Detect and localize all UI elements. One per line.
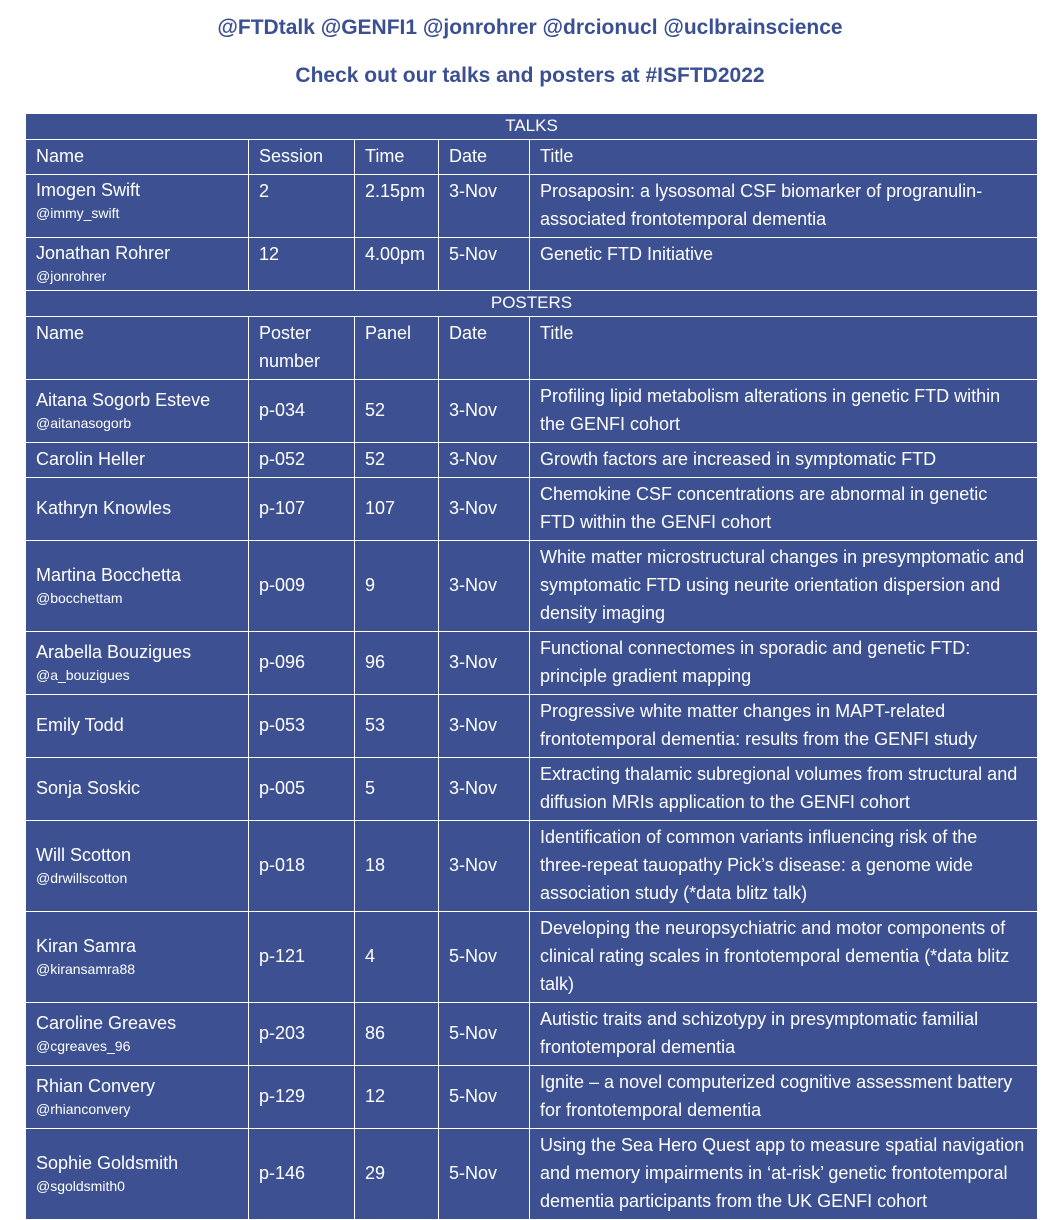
name-cell xyxy=(26,912,249,1003)
panel-cell: 52 xyxy=(355,443,439,478)
title-cell: Genetic FTD Initiative xyxy=(530,238,1038,291)
talks-section-row xyxy=(26,114,1038,140)
panel-cell: 12 xyxy=(355,1066,439,1129)
panel-cell: 52 xyxy=(355,380,439,443)
date-cell: 3-Nov xyxy=(439,443,530,478)
poster-row xyxy=(26,1066,1038,1129)
twitter-handle[interactable]: @immy_swift xyxy=(36,205,120,221)
poster-row xyxy=(26,821,1038,912)
poster-number-cell: p-034 xyxy=(249,380,355,443)
time-cell: 4.00pm xyxy=(355,238,439,291)
name-cell xyxy=(26,443,249,478)
name-cell xyxy=(26,758,249,821)
column-header: Time xyxy=(355,140,439,175)
session-cell: 12 xyxy=(249,238,355,291)
name-cell xyxy=(26,1066,249,1129)
panel-cell: 18 xyxy=(355,821,439,912)
poster-number-cell: p-009 xyxy=(249,541,355,632)
title-cell: Chemokine CSF concentrations are abnormal in genetic FTD within the GENFI cohort xyxy=(530,478,1038,541)
poster-number-cell: p-146 xyxy=(249,1129,355,1220)
person-name: Emily Todd xyxy=(36,715,124,735)
column-header: Date xyxy=(439,140,530,175)
talk-row xyxy=(26,238,1038,291)
poster-number-cell: p-005 xyxy=(249,758,355,821)
poster-number-cell: p-018 xyxy=(249,821,355,912)
person-name: Will Scotton xyxy=(36,845,132,865)
name-cell xyxy=(26,175,249,238)
column-header: Title xyxy=(530,140,1038,175)
twitter-handle[interactable]: @cgreaves_96 xyxy=(36,1038,131,1054)
panel-cell: 53 xyxy=(355,695,439,758)
twitter-handle[interactable]: @sgoldsmith0 xyxy=(36,1178,125,1194)
twitter-handle[interactable]: @a_bouzigues xyxy=(36,667,130,683)
title-cell: Identification of common variants influencing risk of the three-repeat tauopathy Pick’s disease: a genome wide association study (*data blitz talk) xyxy=(530,821,1038,912)
poster-row xyxy=(26,632,1038,695)
poster-number-cell: p-107 xyxy=(249,478,355,541)
name-cell xyxy=(26,380,249,443)
header-handles: @FTDtalk @GENFI1 @jonrohrer @drcionucl @uclbrainscience xyxy=(217,16,843,39)
panel-cell: 4 xyxy=(355,912,439,1003)
time-cell: 2.15pm xyxy=(355,175,439,238)
panel-cell: 96 xyxy=(355,632,439,695)
twitter-handle[interactable]: @drwillscotton xyxy=(36,870,128,886)
panel-cell: 9 xyxy=(355,541,439,632)
column-header: Panel xyxy=(355,317,439,380)
posters-section-label: POSTERS xyxy=(26,291,1038,317)
name-cell xyxy=(26,695,249,758)
date-cell: 3-Nov xyxy=(439,478,530,541)
title-cell: Extracting thalamic subregional volumes from structural and diffusion MRIs application to the GENFI cohort xyxy=(530,758,1038,821)
column-header: Date xyxy=(439,317,530,380)
header-subtitle: Check out our talks and posters at #ISFTD2022 xyxy=(295,64,765,87)
twitter-handle[interactable]: @jonrohrer xyxy=(36,268,107,284)
date-cell: 3-Nov xyxy=(439,380,530,443)
poster-row xyxy=(26,1003,1038,1066)
poster-number-cell: p-053 xyxy=(249,695,355,758)
column-header: Session xyxy=(249,140,355,175)
title-cell: Functional connectomes in sporadic and genetic FTD: principle gradient mapping xyxy=(530,632,1038,695)
person-name: Martina Bocchetta xyxy=(36,565,182,585)
poster-row xyxy=(26,912,1038,1003)
name-cell xyxy=(26,541,249,632)
session-cell: 2 xyxy=(249,175,355,238)
date-cell: 5-Nov xyxy=(439,238,530,291)
poster-row xyxy=(26,443,1038,478)
name-cell xyxy=(26,821,249,912)
panel-cell: 29 xyxy=(355,1129,439,1220)
poster-row xyxy=(26,541,1038,632)
talk-row xyxy=(26,175,1038,238)
title-cell: Using the Sea Hero Quest app to measure spatial navigation and memory impairments in ‘at-risk’ genetic frontotemporal dementia participants from the UK GENFI cohort xyxy=(530,1129,1038,1220)
title-cell: Developing the neuropsychiatric and motor components of clinical rating scales in frontotemporal dementia (*data blitz talk) xyxy=(530,912,1038,1003)
title-cell: Profiling lipid metabolism alterations in genetic FTD within the GENFI cohort xyxy=(530,380,1038,443)
title-cell: White matter microstructural changes in presymptomatic and symptomatic FTD using neurite orientation dispersion and density imaging xyxy=(530,541,1038,632)
date-cell: 3-Nov xyxy=(439,632,530,695)
twitter-handle[interactable]: @aitanasogorb xyxy=(36,415,132,431)
person-name: Kathryn Knowles xyxy=(36,498,172,518)
panel-cell: 5 xyxy=(355,758,439,821)
talks-section-label: TALKS xyxy=(26,114,1038,140)
date-cell: 5-Nov xyxy=(439,912,530,1003)
column-header: Name xyxy=(26,140,249,175)
date-cell: 5-Nov xyxy=(439,1129,530,1220)
person-name: Carolin Heller xyxy=(36,449,146,469)
poster-number-cell: p-121 xyxy=(249,912,355,1003)
panel-cell: 107 xyxy=(355,478,439,541)
date-cell: 3-Nov xyxy=(439,541,530,632)
person-name: Caroline Greaves xyxy=(36,1013,177,1033)
person-name: Sophie Goldsmith xyxy=(36,1153,179,1173)
name-cell xyxy=(26,478,249,541)
date-cell: 5-Nov xyxy=(439,1066,530,1129)
title-cell: Autistic traits and schizotypy in presymptomatic familial frontotemporal dementia xyxy=(530,1003,1038,1066)
name-cell xyxy=(26,238,249,291)
poster-row xyxy=(26,1129,1038,1220)
person-name: Kiran Samra xyxy=(36,936,137,956)
person-name: Jonathan Rohrer xyxy=(36,243,171,263)
person-name: Sonja Soskic xyxy=(36,778,141,798)
posters-section-row xyxy=(26,291,1038,317)
person-name: Rhian Convery xyxy=(36,1076,156,1096)
twitter-handle[interactable]: @bocchettam xyxy=(36,590,123,606)
poster-row xyxy=(26,478,1038,541)
schedule-table xyxy=(25,113,1038,1220)
talks-header-row xyxy=(26,140,1038,175)
poster-number-cell: p-096 xyxy=(249,632,355,695)
posters-header-row xyxy=(26,317,1038,380)
twitter-handle[interactable]: @rhianconvery xyxy=(36,1101,131,1117)
title-cell: Ignite – a novel computerized cognitive assessment battery for frontotemporal dementia xyxy=(530,1066,1038,1129)
person-name: Aitana Sogorb Esteve xyxy=(36,390,211,410)
date-cell: 3-Nov xyxy=(439,175,530,238)
person-name: Arabella Bouzigues xyxy=(36,642,192,662)
poster-row xyxy=(26,695,1038,758)
column-header: Poster number xyxy=(249,317,355,380)
poster-row xyxy=(26,758,1038,821)
date-cell: 5-Nov xyxy=(439,1003,530,1066)
column-header: Title xyxy=(530,317,1038,380)
title-cell: Progressive white matter changes in MAPT-related frontotemporal dementia: results from the GENFI study xyxy=(530,695,1038,758)
date-cell: 3-Nov xyxy=(439,758,530,821)
poster-number-cell: p-052 xyxy=(249,443,355,478)
panel-cell: 86 xyxy=(355,1003,439,1066)
title-cell: Growth factors are increased in symptomatic FTD xyxy=(530,443,1038,478)
twitter-handle[interactable]: @kiransamra88 xyxy=(36,961,136,977)
name-cell xyxy=(26,1003,249,1066)
schedule-table-body xyxy=(26,114,1038,1220)
poster-number-cell: p-203 xyxy=(249,1003,355,1066)
poster-row xyxy=(26,380,1038,443)
person-name: Imogen Swift xyxy=(36,180,141,200)
name-cell xyxy=(26,632,249,695)
poster-number-cell: p-129 xyxy=(249,1066,355,1129)
date-cell: 3-Nov xyxy=(439,695,530,758)
column-header: Name xyxy=(26,317,249,380)
date-cell: 3-Nov xyxy=(439,821,530,912)
title-cell: Prosaposin: a lysosomal CSF biomarker of progranulin-associated frontotemporal dementia xyxy=(530,175,1038,238)
name-cell xyxy=(26,1129,249,1220)
